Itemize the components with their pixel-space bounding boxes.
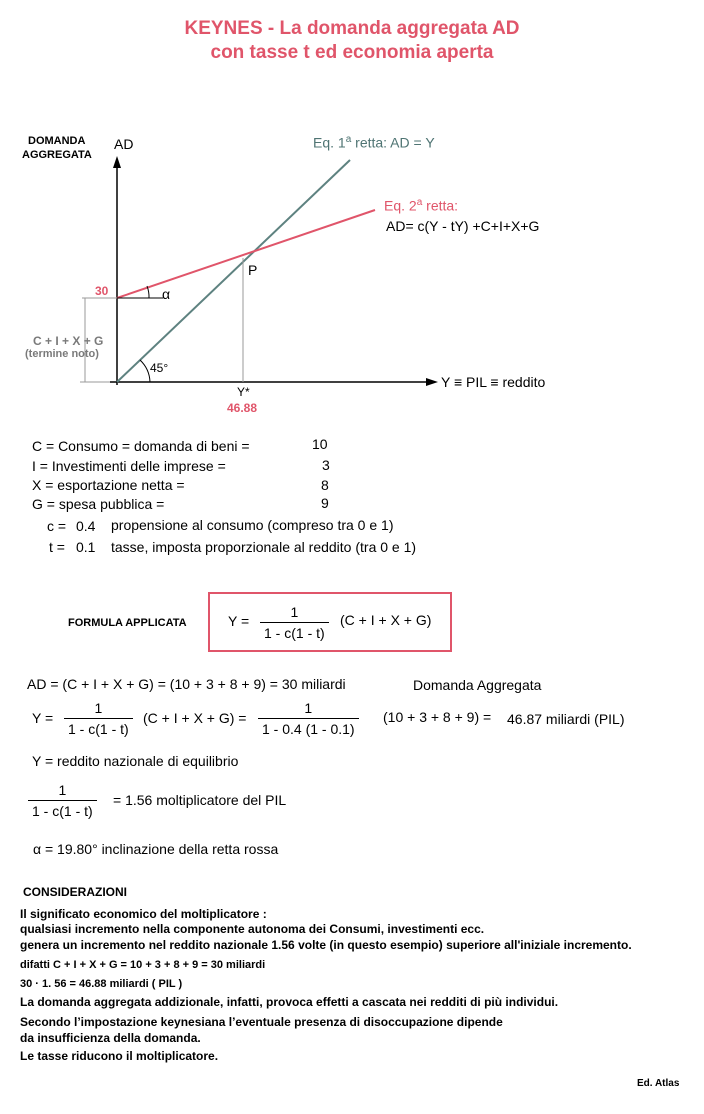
formula-lhs: Y = (228, 613, 250, 629)
param-t-value: 0.1 (76, 539, 96, 555)
eq1-line (117, 160, 350, 382)
page-title: KEYNES - La domanda aggregata AD (184, 18, 520, 39)
point-p-label: P (248, 262, 258, 278)
eq2-formula: AD= c(Y - tY) +C+I+X+G (386, 218, 540, 234)
considerazioni-line: 30 · 1. 56 = 46.88 miliardi ( PIL ) (20, 978, 183, 990)
var-x-value: 8 (321, 477, 329, 493)
considerazioni-line: genera un incremento nel reddito nazionale 1.56 volte (in questo esempio) superiore all'iniziale incremento. (20, 938, 632, 952)
y-calc-fraction-2 (258, 700, 359, 737)
ad-calculation: AD = (C + I + X + G) = (10 + 3 + 8 + 9) = 30 miliardi (27, 676, 346, 692)
alpha-symbol: α (162, 286, 171, 302)
var-i-value: 3 (322, 457, 330, 473)
y-calc-mid: (C + I + X + G) = (143, 710, 247, 726)
y-axis-caption-1: DOMANDA (28, 135, 86, 147)
y-calc-rhs: (10 + 3 + 8 + 9) = (383, 709, 492, 725)
term-label-2: (termine noto) (25, 348, 99, 360)
formula-fraction (260, 604, 329, 641)
fraction-bar (28, 800, 97, 801)
y-calc-result: 46.87 miliardi (PIL) (507, 711, 625, 727)
angle-45-label: 45° (150, 361, 169, 375)
fraction-bar (258, 718, 359, 719)
multiplier-num: 1 (58, 782, 67, 798)
y-calc-den-2: 1 - 0.4 (1 - 0.1) (262, 721, 355, 737)
eq2-label: Eq. 2$^a$ retta: (384, 197, 459, 214)
var-c-value: 10 (312, 436, 328, 452)
y-star-label: Y* (237, 385, 250, 399)
param-c-desc: propensione al consumo (compreso tra 0 e 1) (111, 517, 394, 533)
y-axis-arrow (113, 156, 121, 168)
x-axis-label: Y ≡ PIL ≡ reddito (441, 374, 546, 390)
y-calc-den-1: 1 - c(1 - t) (68, 721, 129, 737)
term-label-1: C + I + X + G (33, 334, 104, 348)
considerazioni-line: Le tasse riducono il moltiplicatore. (20, 1049, 219, 1063)
fraction-bar (260, 622, 329, 623)
fraction-bar (64, 718, 133, 719)
y-calc-fraction-1 (64, 700, 133, 737)
alpha-line: α = 19.80° inclinazione della retta rossa (33, 841, 279, 857)
multiplier-den: 1 - c(1 - t) (32, 803, 93, 819)
formula-rhs: (C + I + X + G) (340, 612, 432, 628)
y-calc-num-1: 1 (94, 700, 103, 716)
x-axis-arrow (426, 378, 438, 386)
considerazioni-line: difatti C + I + X + G = 10 + 3 + 8 + 9 = 30 miliardi (20, 959, 266, 971)
considerazioni-heading: CONSIDERAZIONI (23, 885, 128, 899)
param-t-desc: tasse, imposta proporzionale al reddito (tra 0 e 1) (111, 539, 417, 555)
intercept-value: 30 (95, 284, 109, 298)
ad-caption: Domanda Aggregata (413, 677, 542, 693)
var-i-label: I = Investimenti delle imprese = (32, 458, 226, 474)
multiplier-result: = 1.56 moltiplicatore del PIL (113, 792, 287, 808)
keynes-diagram (0, 0, 704, 420)
param-c-value: 0.4 (76, 518, 96, 534)
var-c-label: C = Consumo = domanda di beni = (32, 438, 250, 454)
formula-denominator: 1 - c(1 - t) (264, 625, 325, 641)
y-axis-label: AD (114, 136, 134, 152)
y-calc-num-2: 1 (304, 700, 313, 716)
considerazioni-line: qualsiasi incremento nella componente autonoma dei Consumi, investimenti ecc. (20, 922, 485, 936)
y-axis-caption-2: AGGREGATA (22, 149, 92, 161)
param-t-label: t = (49, 539, 65, 555)
eq1-label: Eq. 1$^a$ retta: AD = Y (313, 134, 435, 151)
param-c-label: c = (47, 518, 67, 534)
var-x-label: X = esportazione netta = (32, 477, 185, 493)
page-subtitle: con tasse t ed economia aperta (210, 42, 494, 63)
formula-numerator: 1 (290, 604, 299, 620)
var-g-label: G = spesa pubblica = (32, 496, 165, 512)
eq2-line (117, 210, 375, 298)
considerazioni-line: da insufficienza della domanda. (20, 1031, 201, 1045)
var-g-value: 9 (321, 495, 329, 511)
angle-45-arc (140, 360, 150, 382)
y-star-value: 46.88 (227, 401, 258, 415)
y-definition: Y = reddito nazionale di equilibrio (32, 753, 239, 769)
formula-caption: FORMULA APPLICATA (68, 617, 187, 629)
y-calc-lhs: Y = (32, 710, 54, 726)
multiplier-fraction (28, 782, 97, 819)
considerazioni-line: La domanda aggregata addizionale, infatti, provoca effetti a cascata nei redditi di più individui. (20, 995, 559, 1009)
considerazioni-line: Secondo l’impostazione keynesiana l’eventuale presenza di disoccupazione dipende (20, 1015, 503, 1029)
considerazioni-line: Il significato economico del moltiplicatore : (20, 907, 267, 921)
footer-credit: Ed. Atlas (637, 1078, 680, 1089)
